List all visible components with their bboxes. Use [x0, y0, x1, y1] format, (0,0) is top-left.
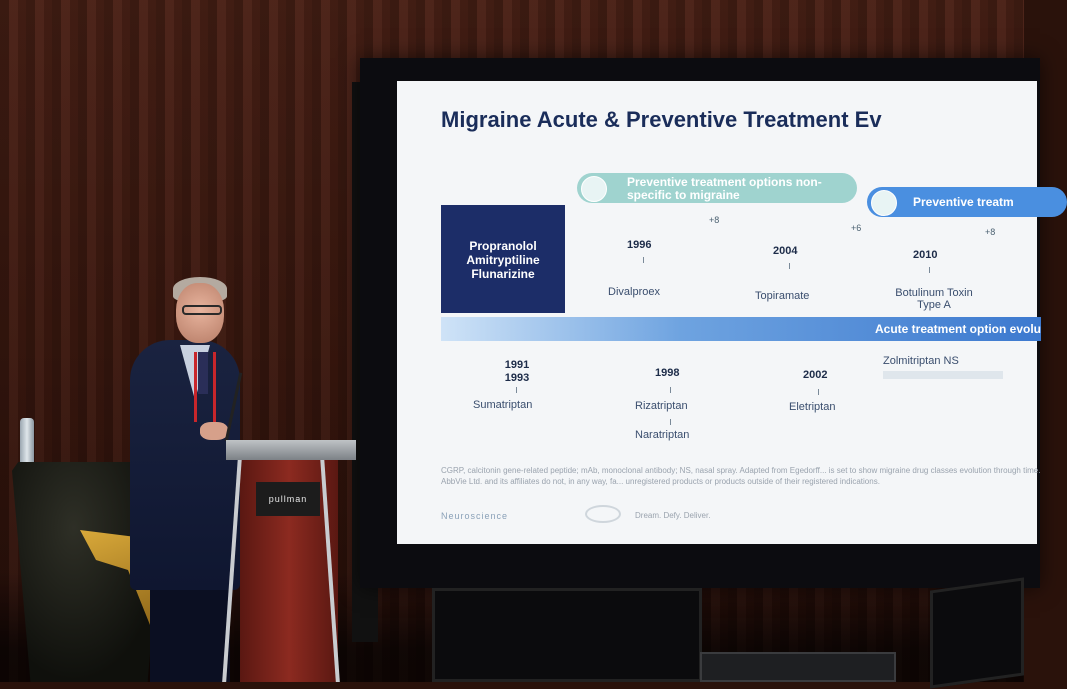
timeline-drug: Rizatriptan: [635, 400, 688, 412]
acute-bar-label: Acute treatment option evolu: [874, 322, 1041, 336]
speaker-glasses: [182, 305, 222, 315]
stage-device: [700, 652, 896, 682]
plus-count: +8: [709, 215, 720, 225]
confidence-monitor: [930, 577, 1024, 688]
timeline-drug: Divalproex: [608, 286, 660, 298]
slide-footer-label: Neuroscience: [441, 511, 509, 521]
drug-name: Flunarizine: [471, 267, 535, 281]
preventive-specific-pill: [867, 187, 1067, 217]
timeline-drug: Zolmitriptan NS: [883, 355, 959, 367]
timeline-tick: [643, 257, 644, 263]
speaker-suit: [130, 340, 240, 590]
timeline-drug: Botulinum Toxin Type A: [895, 287, 973, 311]
slide-title: Migraine Acute & Preventive Treatment Ev: [441, 107, 882, 132]
presentation-slide: [397, 81, 1041, 544]
timeline-year: 2002: [803, 369, 828, 381]
pill-label: Preventive treatment options non-specific to migraine: [627, 175, 822, 202]
timeline-tick: [516, 387, 517, 393]
timeline-year: 2010: [913, 249, 938, 261]
legacy-drugs-box: [441, 205, 565, 313]
timeline-tick: [670, 419, 671, 425]
timeline-drug: Eletriptan: [789, 401, 836, 413]
slide-footnote: CGRP, calcitonin gene-related peptide; mAb, monoclonal antibody; NS, nasal spray. Adapted from Egedorff... is set to show migraine drug classes evolution through time. AbbVie Ltd. and its affiliates do not, in any way, fa... unregistered products or products outside of their registered indications.: [441, 466, 1041, 486]
timeline-tick: [929, 267, 930, 273]
slide-tagline: Dream. Defy. Deliver.: [635, 511, 711, 520]
preventive-nonspecific-pill: [577, 173, 857, 203]
faint-row: [883, 371, 1003, 379]
timeline-drug: Sumatriptan: [473, 399, 533, 411]
plus-count: +8: [985, 227, 996, 237]
podium-logo-plate: pullman: [256, 482, 320, 516]
timeline-drug: Naratriptan: [635, 429, 690, 441]
timeline-tick: [818, 389, 819, 395]
timeline-year: 1991 1993: [504, 359, 530, 384]
company-logo-icon: [585, 505, 621, 523]
timeline-year: 1998: [655, 367, 680, 379]
podium-top: [226, 440, 356, 460]
water-bottle: [20, 418, 34, 464]
timeline-drug: Topiramate: [755, 290, 810, 302]
pill-icon: [581, 176, 607, 202]
timeline-tick: [789, 263, 790, 269]
timeline-year: 1996: [627, 239, 652, 251]
drug-name: Propranolol: [469, 239, 537, 253]
speaker-lanyard: [194, 352, 216, 422]
speaker-hand: [200, 422, 228, 440]
confidence-monitor: [432, 588, 702, 682]
pill-icon: [871, 190, 897, 216]
timeline-year: 2004: [773, 245, 798, 257]
acute-treatment-bar: [441, 317, 1041, 341]
drug-name: Amitryptiline: [466, 253, 540, 267]
plus-count: +6: [851, 223, 862, 233]
pill-label: Preventive treatm: [913, 195, 1014, 209]
timeline-tick: [670, 387, 671, 393]
